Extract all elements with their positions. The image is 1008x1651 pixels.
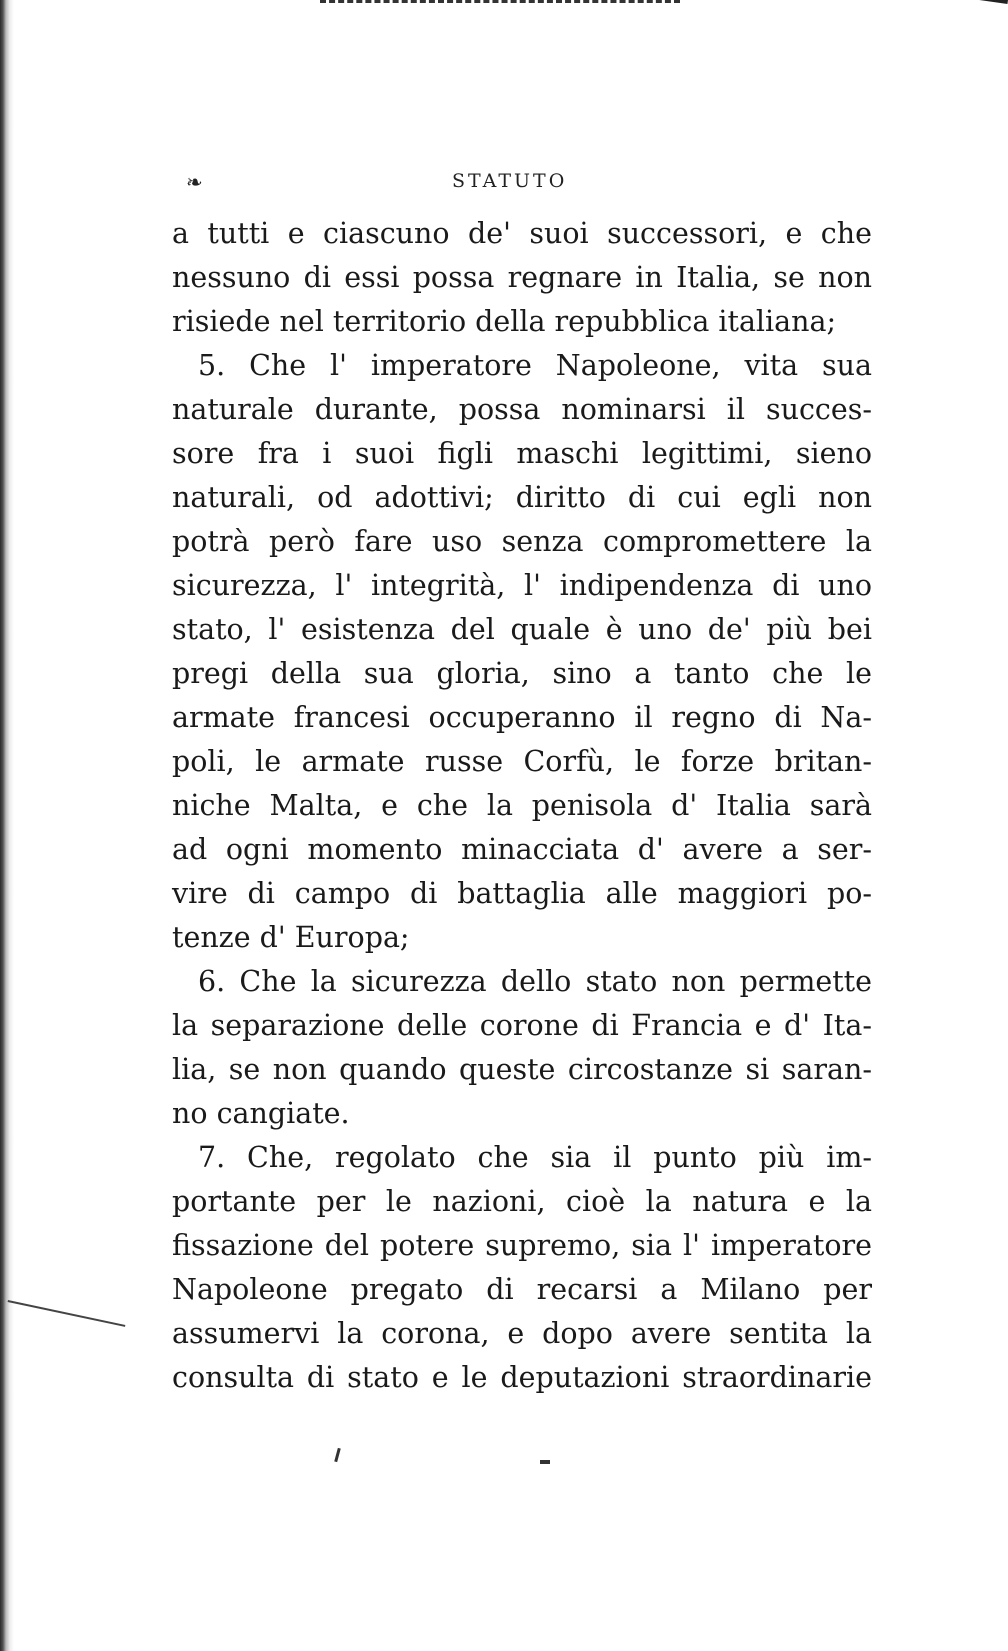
ornament-icon: ❧: [186, 170, 203, 194]
text-line: stato, l' esistenza del quale è uno de' più bei: [172, 613, 872, 646]
text-line: assumervi la corona, e dopo avere sentita la: [172, 1317, 872, 1350]
text-line: poli, le armate russe Corfù, le forze britan-: [172, 745, 872, 778]
text-line: consulta di stato e le deputazioni straordinarie: [172, 1361, 872, 1394]
text-line: 5. Che l' imperatore Napoleone, vita sua: [198, 349, 872, 382]
text-line: tenze d' Europa;: [172, 921, 410, 954]
text-line: no cangiate.: [172, 1097, 350, 1130]
text-line: ad ogni momento minacciata d' avere a ser-: [172, 833, 872, 866]
text-line: 6. Che la sicurezza dello stato non permette: [198, 965, 872, 998]
text-line: Napoleone pregato di recarsi a Milano per: [172, 1273, 872, 1306]
binding-edge: [0, 0, 14, 1651]
text-line: lia, se non quando queste circostanze si saran-: [172, 1053, 872, 1086]
text-line: niche Malta, e che la penisola d' Italia sarà: [172, 789, 872, 822]
text-line: naturali, od adottivi; diritto di cui egli non: [172, 481, 872, 514]
text-line: naturale durante, possa nominarsi il succes-: [172, 393, 872, 426]
text-line: vire di campo di battaglia alle maggiori po-: [172, 877, 872, 910]
text-line: sore fra i suoi figli maschi legittimi, sieno: [172, 437, 872, 470]
text-line: pregi della sua gloria, sino a tanto che le: [172, 657, 872, 690]
stray-mark: [334, 1448, 341, 1462]
text-line: nessuno di essi possa regnare in Italia, se non: [172, 261, 872, 294]
body-text: [172, 212, 872, 1400]
text-line: a tutti e ciascuno de' suoi successori, e che: [172, 217, 872, 250]
top-scan-marks: [320, 0, 680, 13]
page-header: [172, 170, 872, 206]
text-line: armate francesi occuperanno il regno di Na-: [172, 701, 872, 734]
stray-mark: [540, 1460, 550, 1464]
text-line: 7. Che, regolato che sia il punto più im-: [198, 1141, 872, 1174]
text-line: portante per le nazioni, cioè la natura e la: [172, 1185, 872, 1218]
text-line: sicurezza, l' integrità, l' indipendenza di uno: [172, 569, 872, 602]
text-line: risiede nel territorio della repubblica italiana;: [172, 305, 837, 338]
running-head: STATUTO: [452, 170, 568, 192]
corner-scan-mark: [948, 0, 1008, 4]
text-line: fissazione del potere supremo, sia l' imperatore: [172, 1229, 872, 1262]
text-line: la separazione delle corone di Francia e d' Ita-: [172, 1009, 872, 1042]
page-fold-line: [0, 1300, 125, 1405]
text-line: potrà però fare uso senza compromettere la: [172, 525, 872, 558]
